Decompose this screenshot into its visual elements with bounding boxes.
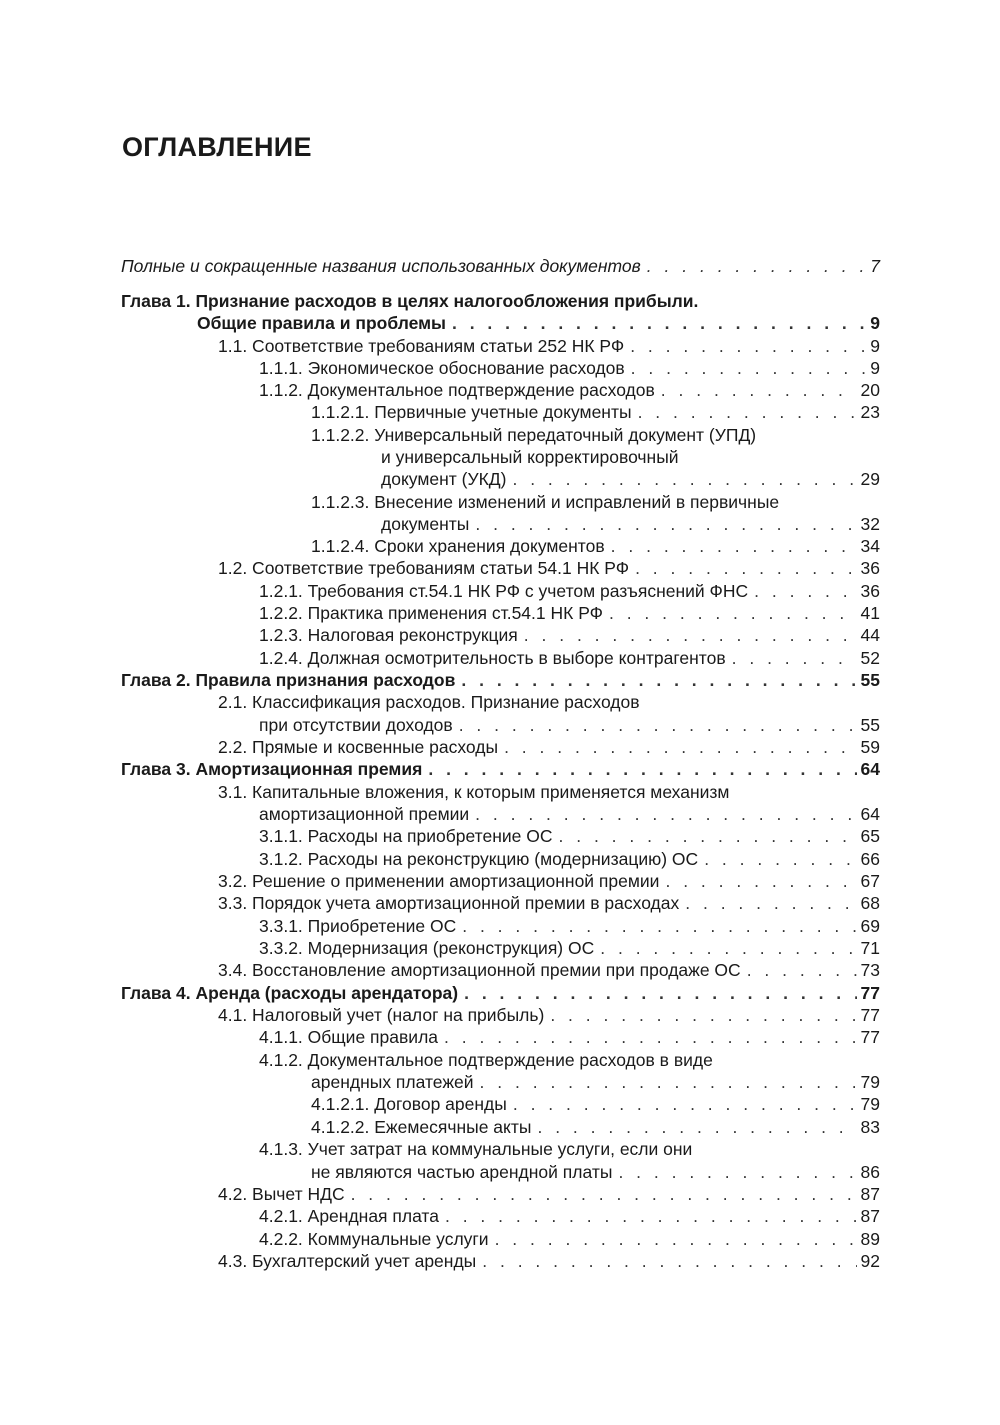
toc-entry-text: 1.2. Соответствие требованиям статьи 54.1 НК РФ <box>218 558 630 578</box>
toc-section-3-4[interactable] <box>218 959 880 981</box>
dot-leader <box>638 401 857 423</box>
toc-section-4-3[interactable] <box>218 1250 880 1272</box>
toc-entry-text: 4.2.1. Арендная плата <box>259 1206 439 1226</box>
toc-entry-text: Общие правила и проблемы <box>197 313 446 333</box>
dot-leader <box>537 1116 856 1138</box>
toc-entry-text: 4.2.2. Коммунальные услуги <box>259 1229 489 1249</box>
toc-section-4-1-3[interactable] <box>311 1161 880 1183</box>
toc-page-number: 77 <box>860 1027 880 1047</box>
toc-entry-text: 1.1.2.1. Первичные учетные документы <box>311 402 632 422</box>
dot-leader <box>475 513 856 535</box>
dot-leader <box>647 255 866 277</box>
dot-leader <box>631 357 867 379</box>
toc-entry-text: Глава 3. Амортизационная премия <box>121 759 423 779</box>
toc-entry-text: 1.1.2.3. Внесение изменений и исправлений в первичные <box>311 492 780 512</box>
toc-page-number: 64 <box>860 804 880 824</box>
toc-section-4-1-3-line1[interactable] <box>259 1138 692 1160</box>
toc-entry-text: 4.1.2.2. Ежемесячные акты <box>311 1117 532 1137</box>
toc-page-number: 41 <box>860 603 880 623</box>
toc-entry-text: 3.1. Капитальные вложения, к которым применяется механизм <box>218 782 730 802</box>
toc-page-number: 23 <box>860 402 880 422</box>
toc-entry-text: 4.1.1. Общие правила <box>259 1027 439 1047</box>
toc-page-number: 79 <box>860 1094 880 1114</box>
toc-chapter-1-title[interactable] <box>121 290 698 312</box>
toc-entry-text: 3.1.1. Расходы на приобретение ОС <box>259 826 553 846</box>
toc-section-4-2[interactable] <box>218 1183 880 1205</box>
toc-page-number: 92 <box>860 1251 880 1271</box>
dot-leader <box>513 1093 857 1115</box>
dot-leader <box>665 870 856 892</box>
toc-entry-text: амортизационной премии <box>259 804 470 824</box>
toc-section-1-1-2-4[interactable] <box>311 535 880 557</box>
toc-section-1-1-1[interactable] <box>259 357 880 379</box>
dot-leader <box>445 1205 857 1227</box>
toc-page-number: 77 <box>860 983 880 1003</box>
toc-entry-text: 4.1.2. Документальное подтверждение расходов в виде <box>259 1050 713 1070</box>
toc-page-number: 67 <box>860 871 880 891</box>
toc-entry-text: документы <box>381 514 470 534</box>
toc-entry-text: 4.3. Бухгалтерский учет аренды <box>218 1251 477 1271</box>
toc-entry-text: 2.2. Прямые и косвенные расходы <box>218 737 499 757</box>
toc-section-4-2-1[interactable] <box>259 1205 880 1227</box>
toc-entry-text: 1.2.4. Должная осмотрительность в выборе контрагентов <box>259 648 726 668</box>
toc-page-number: 55 <box>860 670 880 690</box>
toc-page-number: 87 <box>860 1206 880 1226</box>
toc-page-number: 65 <box>860 826 880 846</box>
toc-section-1-1[interactable] <box>218 335 880 357</box>
dot-leader <box>747 959 857 981</box>
toc-entry-text: 3.2. Решение о применении амортизационной премии <box>218 871 660 891</box>
toc-page-number: 34 <box>860 536 880 556</box>
toc-page-number: 73 <box>860 960 880 980</box>
dot-leader <box>732 647 857 669</box>
dot-leader <box>524 624 857 646</box>
toc-section-1-1-2[interactable] <box>259 379 880 401</box>
toc-entry-text: 4.1.2.1. Договор аренды <box>311 1094 507 1114</box>
toc-page-number: 52 <box>860 648 880 668</box>
toc-entry-text: 4.2. Вычет НДС <box>218 1184 345 1204</box>
toc-section-4-1-2-1[interactable] <box>311 1093 880 1115</box>
toc-entry-text: 1.1.2.4. Сроки хранения документов <box>311 536 605 556</box>
dot-leader <box>609 602 857 624</box>
dot-leader <box>495 1228 857 1250</box>
toc-chapter-3[interactable] <box>121 758 880 780</box>
dot-leader <box>504 736 856 758</box>
toc-section-1-1-2-3-line1[interactable] <box>311 491 779 513</box>
toc-section-1-1-2-2-line1[interactable] <box>311 424 756 446</box>
toc-entry-text: 2.1. Классификация расходов. Признание расходов <box>218 692 640 712</box>
toc-page-number: 87 <box>860 1184 880 1204</box>
toc-section-3-3-1[interactable] <box>259 915 880 937</box>
dot-leader <box>351 1183 857 1205</box>
toc-entry-documents[interactable] <box>121 255 880 277</box>
toc-section-1-2-2[interactable] <box>259 602 880 624</box>
toc-entry-text: Глава 4. Аренда (расходы арендатора) <box>121 983 459 1003</box>
toc-page-number: 68 <box>860 893 880 913</box>
toc-chapter-2[interactable] <box>121 669 880 691</box>
dot-leader <box>754 580 856 602</box>
dot-leader <box>461 669 856 691</box>
toc-page-number: 9 <box>870 358 880 378</box>
dot-leader <box>512 468 856 490</box>
toc-section-1-2-4[interactable] <box>259 647 880 669</box>
toc-entry-text: арендных платежей <box>311 1072 474 1092</box>
toc-section-3-1-2[interactable] <box>259 848 880 870</box>
toc-section-1-2-1[interactable] <box>259 580 880 602</box>
dot-leader <box>480 1071 857 1093</box>
toc-entry-text: 1.2.1. Требования ст.54.1 НК РФ с учетом разъяснений ФНС <box>259 581 749 601</box>
toc-entry-text: 3.1.2. Расходы на реконструкцию (модернизацию) ОС <box>259 849 699 869</box>
dot-leader <box>459 714 857 736</box>
dot-leader <box>462 915 856 937</box>
toc-page-number: 79 <box>860 1072 880 1092</box>
toc-entry-text: документ (УКД) <box>381 469 507 489</box>
toc-entry-text: Глава 1. Признание расходов в целях налогообложения прибыли. <box>121 291 699 311</box>
toc-section-3-2[interactable] <box>218 870 880 892</box>
toc-page-number: 36 <box>860 558 880 578</box>
toc-entry-text: 1.2.2. Практика применения ст.54.1 НК РФ <box>259 603 603 623</box>
toc-entry-text: 1.1. Соответствие требованиям статьи 252 НК РФ <box>218 336 625 356</box>
toc-page-number: 66 <box>860 849 880 869</box>
toc-page-number: 77 <box>860 1005 880 1025</box>
dot-leader <box>482 1250 856 1272</box>
toc-section-3-1[interactable] <box>259 803 880 825</box>
dot-leader <box>630 335 866 357</box>
toc-section-4-1-1[interactable] <box>259 1026 880 1048</box>
toc-section-1-2[interactable] <box>218 557 880 579</box>
toc-page-number: 9 <box>870 313 880 333</box>
toc-page-number: 89 <box>860 1229 880 1249</box>
toc-section-1-1-2-2-line2[interactable] <box>381 446 679 468</box>
dot-leader <box>428 758 856 780</box>
toc-entry-text: 1.1.1. Экономическое обоснование расходов <box>259 358 625 378</box>
dot-leader <box>685 892 856 914</box>
toc-section-3-3[interactable] <box>218 892 880 914</box>
toc-section-3-1-1[interactable] <box>259 825 880 847</box>
toc-section-4-1-2[interactable] <box>311 1071 880 1093</box>
toc-page-number: 64 <box>860 759 880 779</box>
toc-entry-text: 3.3.1. Приобретение ОС <box>259 916 457 936</box>
toc-section-1-1-2-1[interactable] <box>311 401 880 423</box>
toc-section-3-3-2[interactable] <box>259 937 880 959</box>
toc-section-4-1-2-2[interactable] <box>311 1116 880 1138</box>
toc-entry-text: 4.1. Налоговый учет (налог на прибыль) <box>218 1005 545 1025</box>
dot-leader <box>444 1026 857 1048</box>
toc-entry-text: Глава 2. Правила признания расходов <box>121 670 456 690</box>
toc-section-2-1[interactable] <box>259 714 880 736</box>
dot-leader <box>704 848 856 870</box>
toc-page-number: 9 <box>870 336 880 356</box>
toc-section-1-1-2-3[interactable] <box>381 513 880 535</box>
dot-leader <box>464 982 856 1004</box>
toc-section-4-2-2[interactable] <box>259 1228 880 1250</box>
toc-page-number: 71 <box>860 938 880 958</box>
toc-entry-text: 3.3. Порядок учета амортизационной премии в расходах <box>218 893 680 913</box>
toc-chapter-4[interactable] <box>121 982 880 1004</box>
dot-leader <box>550 1004 856 1026</box>
dot-leader <box>452 312 866 334</box>
toc-entry-text: Полные и сокращенные названия использованных документов <box>121 256 641 276</box>
toc-page-number: 20 <box>860 380 880 400</box>
toc-page-number: 59 <box>860 737 880 757</box>
dot-leader <box>661 379 857 401</box>
dot-leader <box>618 1161 856 1183</box>
toc-entry-text: 1.1.2.2. Универсальный передаточный документ (УПД) <box>311 425 757 445</box>
toc-entry-text: не являются частью арендной платы <box>311 1162 613 1182</box>
toc-chapter-1[interactable] <box>197 312 880 334</box>
toc-page-number: 69 <box>860 916 880 936</box>
toc-entry-text: и универсальный корректировочный <box>381 447 679 467</box>
toc-section-4-1[interactable] <box>218 1004 880 1026</box>
toc-entry-text: 1.2.3. Налоговая реконструкция <box>259 625 518 645</box>
toc-section-1-1-2-2[interactable] <box>381 468 880 490</box>
toc-section-1-2-3[interactable] <box>259 624 880 646</box>
toc-page-number: 44 <box>860 625 880 645</box>
toc-entry-text: при отсутствии доходов <box>259 715 453 735</box>
toc-entry-text: 3.4. Восстановление амортизационной премии при продаже ОС <box>218 960 741 980</box>
toc-page-number: 36 <box>860 581 880 601</box>
toc-page-number: 86 <box>860 1162 880 1182</box>
dot-leader <box>635 557 856 579</box>
toc-page-number: 7 <box>870 256 880 276</box>
toc-entry-text: 4.1.3. Учет затрат на коммунальные услуги, если они <box>259 1139 693 1159</box>
toc-page-number: 55 <box>860 715 880 735</box>
toc-section-2-1-line1[interactable] <box>218 691 640 713</box>
toc-page-number: 29 <box>860 469 880 489</box>
dot-leader <box>475 803 856 825</box>
toc-page-number: 32 <box>860 514 880 534</box>
page-title: ОГЛАВЛЕНИЕ <box>122 132 312 162</box>
dot-leader <box>611 535 857 557</box>
dot-leader <box>559 825 857 847</box>
toc-section-4-1-2-line1[interactable] <box>259 1049 713 1071</box>
toc-page-number: 83 <box>860 1117 880 1137</box>
toc-entry-text: 1.1.2. Документальное подтверждение расходов <box>259 380 655 400</box>
toc-section-3-1-line1[interactable] <box>218 781 729 803</box>
dot-leader <box>600 937 856 959</box>
toc-section-2-2[interactable] <box>218 736 880 758</box>
toc-entry-text: 3.3.2. Модернизация (реконструкция) ОС <box>259 938 595 958</box>
